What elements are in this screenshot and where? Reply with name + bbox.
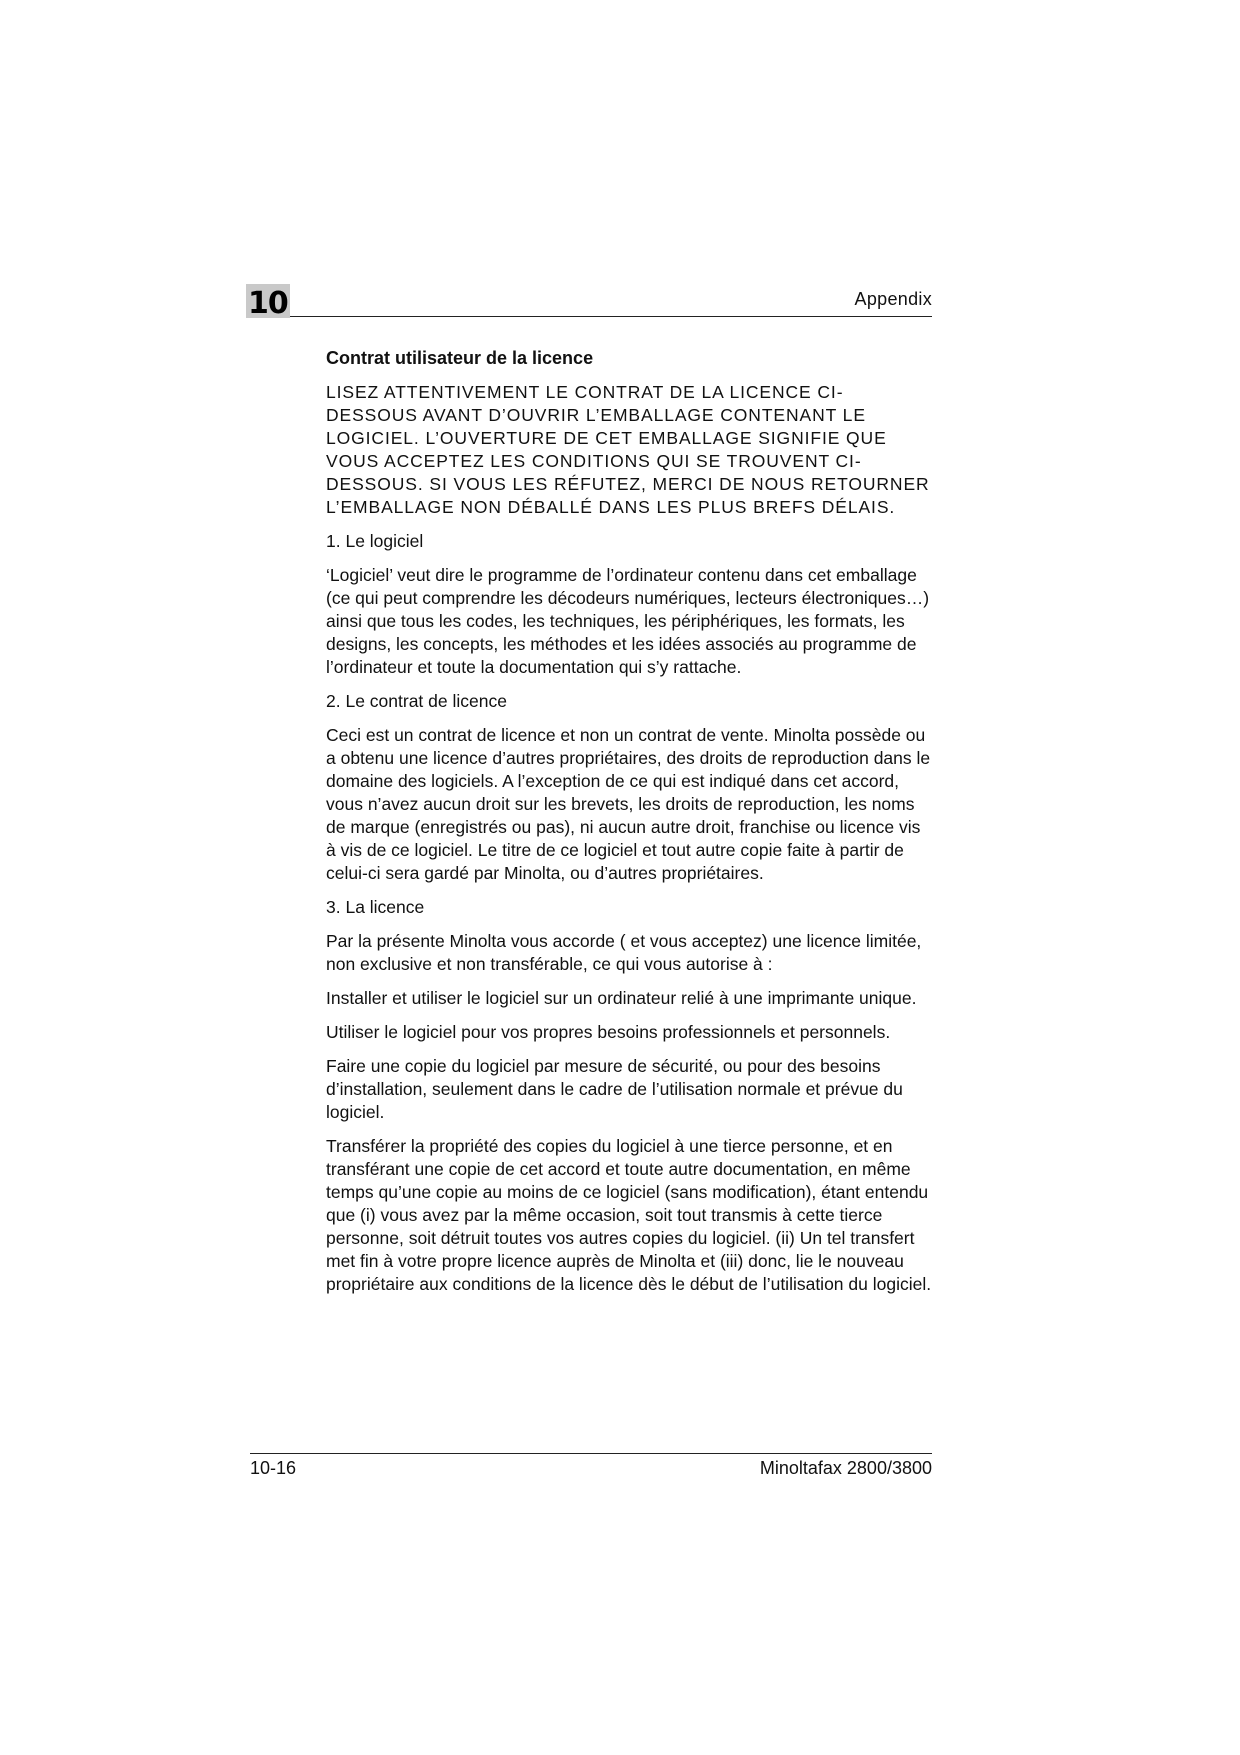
- section-heading-logiciel: 1. Le logiciel: [326, 531, 424, 551]
- paragraph-contrat: Ceci est un contrat de licence et non un contrat de vente. Minolta possède ou a obtenu une licence d’autres propriétaires, des droits de reproduction dans le domaine des logiciels. A l’exception de ce qui est indiqué dans cet accord, vous n’avez aucun droit sur les brevets, les droits de reproduction, les noms de marque (enregistrés ou pas), ni aucun autre droit, franchise ou licence vis à vis de ce logiciel. Le titre de ce logiciel et tout autre copie faite à partir de celui-ci sera gardé par Minolta, ou d’autres propriétaires.: [326, 725, 931, 883]
- product-name: Minoltafax 2800/3800: [759, 1458, 932, 1478]
- license-warning: LISEZ ATTENTIVEMENT LE CONTRAT DE LA LICENCE CI-DESSOUS AVANT D’OUVRIR L’EMBALLAGE CONTENANT LE LOGICIEL. L’OUVERTURE DE CET EMBALLAGE SIGNIFIE QUE VOUS ACCEPTEZ LES CONDITIONS QUI SE TROUVENT CI-DESSOUS. SI VOUS LES RÉFUTEZ, MERCI DE NOUS RETOURNER L’EMBALLAGE NON DÉBALLÉ DANS LES PLUS BREFS DÉLAIS.: [326, 382, 930, 517]
- paragraph-transferer: Transférer la propriété des copies du logiciel à une tierce personne, et en transférant une copie de cet accord et toute autre documentation, en même temps qu’une copie au moins de ce logiciel (sans modification), étant entendu que (i) vous avez par la même occasion, soit tout transmis à cette tierce personne, soit détruit toutes vos autres copies du logiciel. (ii) Un tel transfert met fin à votre propre licence auprès de Minolta et (iii) donc, lie le nouveau propriétaire aux conditions de la licence dès le début de l’utilisation du logiciel.: [326, 1136, 932, 1294]
- section-heading-licence: 3. La licence: [326, 897, 425, 917]
- page-content: [326, 347, 932, 1307]
- paragraph-licence-intro: Par la présente Minolta vous accorde ( et vous acceptez) une licence limitée, non exclusive et non transférable, ce qui vous autorise à :: [326, 931, 922, 974]
- section-heading-contrat: 2. Le contrat de licence: [326, 691, 507, 711]
- paragraph-installer: Installer et utiliser le logiciel sur un ordinateur relié à une imprimante unique.: [326, 988, 917, 1008]
- chapter-number: 10: [248, 286, 288, 321]
- paragraph-copie: Faire une copie du logiciel par mesure de sécurité, ou pour des besoins d’installation, seulement dans le cadre de l’utilisation normale et prévue du logiciel.: [326, 1056, 903, 1122]
- header-divider: [290, 316, 932, 317]
- paragraph-utiliser: Utiliser le logiciel pour vos propres besoins professionnels et personnels.: [326, 1022, 891, 1042]
- footer-divider: [250, 1453, 932, 1454]
- section-title: Appendix: [854, 289, 932, 309]
- paragraph-logiciel-definition: ‘Logiciel’ veut dire le programme de l’ordinateur contenu dans cet emballage (ce qui peut comprendre les décodeurs numériques, lecteurs électroniques…) ainsi que tous les codes, les techniques, les périphériques, les formats, les designs, les concepts, les méthodes et les idées associés au programme de l’ordinateur et toute la documentation qui s’y rattache.: [326, 565, 930, 677]
- page-title: Contrat utilisateur de la licence: [326, 348, 594, 368]
- page-number: 10-16: [250, 1458, 297, 1478]
